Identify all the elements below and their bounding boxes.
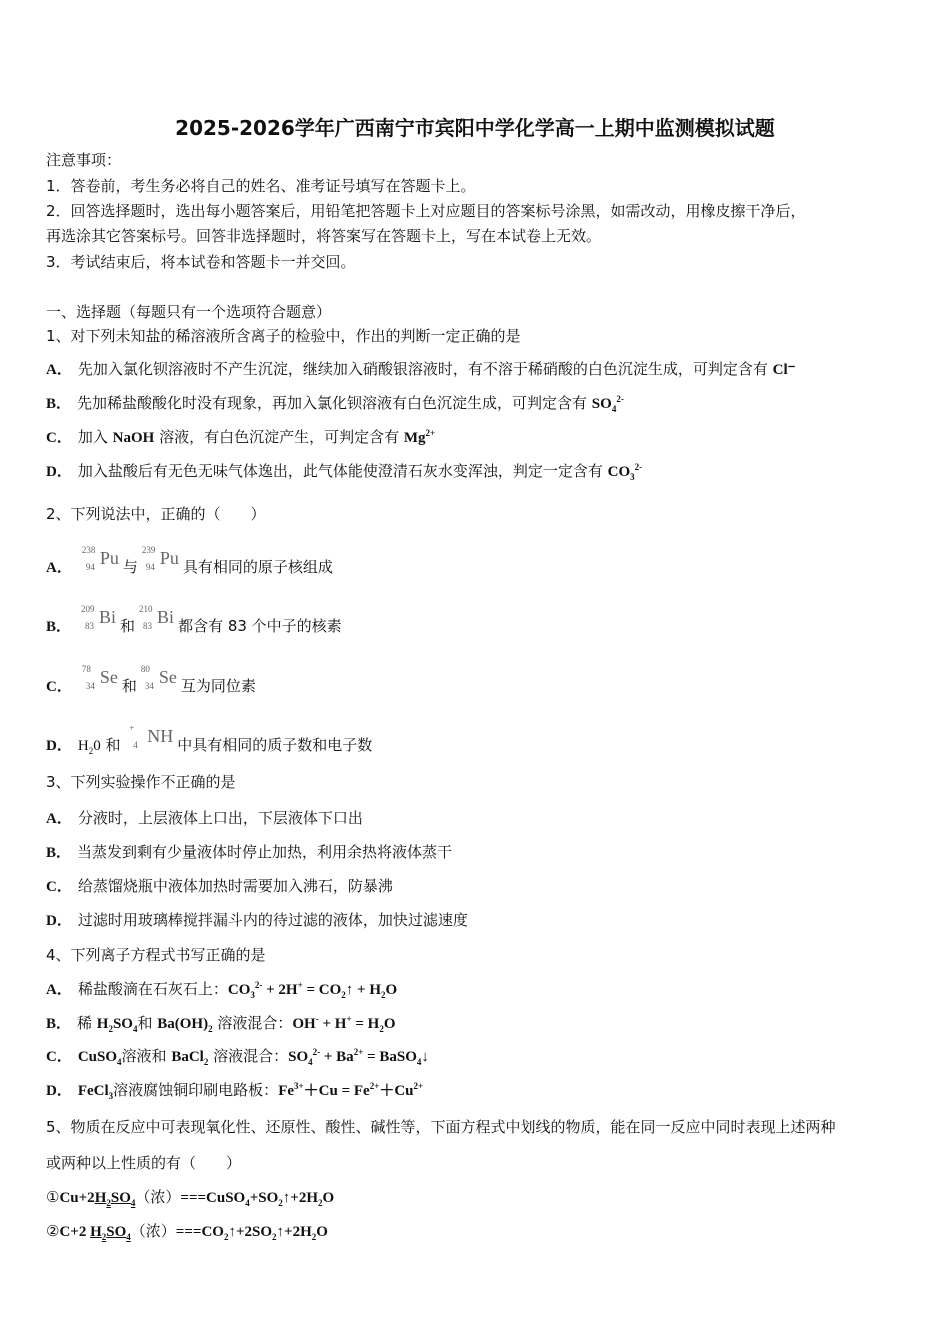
question-text [46, 1187, 334, 1208]
subscript: 2 [381, 990, 386, 1000]
text-segment: 3、下列实验操作不正确的是 [46, 773, 236, 791]
nuclide-part: Pu [99, 548, 119, 568]
nuclide-part: + [129, 723, 135, 733]
nuclide-part: Se [158, 667, 177, 687]
answer-option [46, 876, 393, 897]
formula-text: BaCl [171, 1049, 204, 1065]
nuclide-part: 4 [133, 740, 138, 750]
nuclide-part: 209 [81, 604, 95, 614]
text-segment: （浓） [135, 1188, 181, 1206]
answer-option [46, 1046, 429, 1067]
text-segment: 与 [122, 558, 138, 576]
text-segment: 溶液和 [121, 1047, 172, 1065]
option-label: A． [46, 560, 72, 576]
text-segment: 当蒸发到剩有少量液体时停止加热，利用余热将液体蒸干 [77, 843, 453, 861]
answer-option [46, 604, 342, 637]
answer-option [46, 842, 452, 863]
question-text [46, 772, 236, 792]
option-label: A． [46, 362, 72, 378]
underlined-formula: H [94, 1190, 107, 1206]
superscript: 3+ [294, 1081, 304, 1091]
answer-option [46, 808, 363, 829]
formula-text: Ba(OH) [157, 1016, 209, 1032]
text-segment: 稀盐酸滴在石灰石上： [77, 980, 228, 998]
nuclide-part: 210 [139, 604, 153, 614]
option-label: D． [46, 738, 72, 754]
formula-text: SO [112, 1016, 133, 1032]
question-text [46, 1117, 836, 1137]
formula-text: ↓ [421, 1049, 429, 1065]
text-segment: 稀 [77, 1014, 97, 1032]
nuclide-part: 83 [143, 621, 153, 631]
formula-text: = CO [302, 982, 342, 998]
nuclide-part: 239 [141, 545, 156, 555]
option-label: A． [46, 811, 72, 827]
option-label: C． [46, 879, 72, 895]
formula-text: + 2H [262, 982, 298, 998]
subscript: 2 [272, 1232, 277, 1242]
subscript: 2 [208, 1024, 213, 1034]
formula-text: = H [351, 1016, 380, 1032]
option-label: A． [46, 982, 72, 998]
page-title: 2025-2026学年广西南宁市宾阳中学化学高一上期中监测模拟试题 [175, 116, 775, 140]
subscript: 3 [630, 472, 635, 482]
subscript: 2 [223, 1232, 229, 1242]
text-segment: 5、物质在反应中可表现氧化性、还原性、酸性、碱性等，下面方程式中划线的物质，能在同一反应中同时表现上述两种 [46, 1118, 836, 1136]
nuclide-part: 34 [85, 681, 95, 691]
text-segment: 溶液，有白色沉淀产生，可判定含有 [154, 428, 404, 446]
nuclide-symbol [140, 664, 177, 691]
note-item: 3．考试结束后，将本试卷和答题卡一并交回。 [46, 253, 356, 271]
answer-option [46, 359, 796, 380]
formula-text: SO [591, 396, 612, 412]
superscript: 2- [254, 980, 263, 990]
text-segment: 溶液腐蚀铜印刷电路板： [113, 1081, 279, 1099]
formula-text: ＋Cu [379, 1083, 414, 1099]
notes-heading: 注意事项： [46, 151, 122, 169]
formula-text: CO [607, 464, 631, 480]
text-segment: 过滤时用玻璃棒搅拌漏斗内的待过滤的液体，加快过滤速度 [77, 911, 468, 929]
underlined-subscript: 2 [106, 1198, 111, 1208]
note-item: 再选涂其它答案标号。回答非选择题时，将答案写在答题卡上，写在本试卷上无效。 [46, 227, 602, 245]
subscript: 4 [245, 1198, 250, 1208]
formula-text: C+2 [59, 1224, 91, 1240]
nuclide-part: Pu [159, 548, 179, 568]
formula-text: Fe [278, 1083, 295, 1099]
note-item: 1．答卷前，考生务必将自己的姓名、准考证号填写在答题卡上。 [46, 177, 476, 195]
option-label: C． [46, 1049, 72, 1065]
text-segment: 具有相同的原子核组成 [182, 558, 333, 576]
nuclide-symbol [141, 545, 179, 572]
formula-text: Cl⁻ [772, 362, 796, 378]
text-segment: 加入 [77, 428, 113, 446]
nuclide-part: 238 [81, 545, 96, 555]
formula-text: ↑+2H [282, 1190, 318, 1206]
option-label: D． [46, 464, 72, 480]
subscript: 4 [416, 1057, 422, 1067]
option-label: C． [46, 679, 72, 695]
formula-text: Mg [403, 430, 426, 446]
subscript: 2 [278, 1198, 283, 1208]
answer-option [46, 979, 397, 1000]
formula-text: O [316, 1224, 328, 1240]
formula-text: 0 [93, 738, 101, 754]
subscript: 2 [88, 746, 94, 756]
nuclide-part: NH [147, 726, 174, 746]
superscript: - [315, 1014, 319, 1024]
answer-option [46, 427, 435, 448]
formula-text: ↑+2SO [228, 1224, 273, 1240]
answer-option [46, 1013, 395, 1034]
text-segment: 4、下列离子方程式书写正确的是 [46, 946, 266, 964]
text-segment: 都含有 83 个中子的核素 [178, 617, 342, 635]
option-label: B． [46, 396, 72, 412]
subscript: 4 [308, 1057, 313, 1067]
underlined-subscript: 2 [101, 1232, 107, 1242]
subscript: 2 [379, 1024, 384, 1034]
answer-option [46, 1080, 423, 1101]
answer-option [46, 723, 373, 756]
superscript: 2- [634, 462, 643, 472]
text-segment: 溶液混合： [208, 1047, 289, 1065]
underlined-subscript: 4 [126, 1232, 131, 1242]
formula-text: O [322, 1190, 335, 1206]
superscript: 2+ [353, 1047, 364, 1057]
text-segment: 给蒸馏烧瓶中液体加热时需要加入沸石，防暴沸 [77, 877, 393, 895]
formula-text: O [383, 1016, 396, 1032]
text-segment: 和 [100, 736, 126, 754]
formula-text: Cu+2 [59, 1190, 95, 1206]
text-segment: 或两种以上性质的有（ ） [46, 1154, 242, 1172]
subscript: 2 [203, 1057, 209, 1067]
nuclide-part: 94 [85, 562, 95, 572]
text-segment: ① [46, 1188, 60, 1206]
text-segment: 先加入氯化钡溶液时不产生沉淀，继续加入硝酸银溶液时，有不溶于稀硝酸的白色沉淀生成，可判定含有 [77, 360, 773, 378]
option-label: B． [46, 845, 72, 861]
option-label: D． [46, 1083, 72, 1099]
text-segment: 和 [121, 677, 137, 695]
nuclide-symbol [81, 604, 117, 631]
formula-text: ===CuSO [180, 1190, 246, 1206]
formula-text: O [385, 982, 398, 998]
question-text [46, 945, 266, 965]
formula-text: ===CO [175, 1224, 224, 1240]
option-label: B． [46, 1016, 72, 1032]
text-segment: （浓） [130, 1222, 176, 1240]
text-segment: 和 [137, 1014, 158, 1032]
text-segment: 1、对下列未知盐的稀溶液所含离子的检验中，作出的判断一定正确的是 [46, 327, 521, 345]
text-segment: ② [46, 1222, 60, 1240]
nuclide-part: Bi [157, 607, 175, 627]
text-segment: 2、下列说法中，正确的（ ） [46, 505, 266, 523]
underlined-subscript: 4 [130, 1198, 136, 1208]
option-label: D． [46, 913, 72, 929]
section-heading: 一、选择题（每题只有一个选项符合题意） [46, 303, 332, 321]
nuclide-symbol [81, 664, 118, 691]
formula-text: NaOH [112, 430, 155, 446]
formula-text: H [96, 1016, 109, 1032]
superscript: 2- [312, 1047, 321, 1057]
answer-option [46, 461, 642, 482]
superscript: 2- [616, 394, 624, 404]
text-segment: 先加稀盐酸酸化时没有现象，再加入氯化钡溶液有白色沉淀生成，可判定含有 [77, 394, 592, 412]
nuclide-part: Bi [99, 607, 117, 627]
subscript: 2 [341, 990, 346, 1000]
note-item: 2．回答选择题时，选出每小题答案后，用铅笔把答题卡上对应题目的答案标号涂黑，如需改动，用橡皮擦干净后， [46, 202, 806, 220]
text-segment: 和 [120, 617, 136, 635]
underlined-formula: SO [106, 1224, 127, 1240]
formula-text: OH [292, 1016, 316, 1032]
superscript: + [346, 1014, 352, 1024]
underlined-formula: SO [110, 1190, 131, 1206]
answer-option [46, 910, 468, 931]
subscript: 4 [132, 1024, 138, 1034]
nuclide-part: 83 [85, 621, 95, 631]
answer-option [46, 664, 256, 697]
nuclide-symbol [139, 604, 175, 631]
subscript: 3 [108, 1091, 114, 1101]
nuclide-part: 34 [144, 681, 154, 691]
nuclide-part: 80 [140, 664, 150, 674]
formula-text: SO [288, 1049, 309, 1065]
text-segment: 互为同位素 [180, 677, 256, 695]
text-segment: 溶液混合： [212, 1014, 293, 1032]
superscript: 2+ [425, 428, 436, 438]
question-text [46, 504, 266, 524]
superscript: 2+ [413, 1081, 424, 1091]
option-label: C． [46, 430, 72, 446]
formula-text: FeCl [77, 1083, 109, 1099]
subscript: 2 [108, 1024, 113, 1034]
question-text [46, 1153, 241, 1173]
nuclide-symbol [81, 545, 119, 572]
formula-text: CuSO [77, 1049, 118, 1065]
subscript: 2 [311, 1232, 317, 1242]
nuclide-part: 78 [81, 664, 91, 674]
formula-text: + Ba [320, 1049, 354, 1065]
nuclide-symbol [129, 723, 174, 750]
option-label: B． [46, 619, 72, 635]
answer-option [46, 393, 624, 414]
nuclide-part: Se [99, 667, 118, 687]
subscript: 2 [318, 1198, 323, 1208]
subscript: 3 [250, 990, 255, 1000]
formula-text: ＋Cu = Fe [303, 1083, 370, 1099]
formula-text: H [77, 738, 89, 754]
formula-text: ↑+2H [276, 1224, 312, 1240]
underlined-formula: H [90, 1224, 102, 1240]
answer-option [46, 545, 333, 578]
formula-text: CO [227, 982, 251, 998]
text-segment: 分液时，上层液体上口出，下层液体下口出 [77, 809, 363, 827]
formula-text: = BaSO [363, 1049, 417, 1065]
question-text [46, 326, 521, 346]
subscript: 4 [117, 1057, 122, 1067]
formula-text: ↑ + H [345, 982, 381, 998]
text-segment: 中具有相同的质子数和电子数 [177, 736, 373, 754]
text-segment: 加入盐酸后有无色无味气体逸出，此气体能使澄清石灰水变浑浊，判定一定含有 [77, 462, 608, 480]
question-text [46, 1221, 328, 1242]
subscript: 4 [611, 404, 617, 414]
superscript: 2+ [369, 1081, 380, 1091]
superscript: + [297, 980, 303, 990]
formula-text: +SO [249, 1190, 279, 1206]
nuclide-part: 94 [145, 562, 155, 572]
formula-text: + H [318, 1016, 347, 1032]
